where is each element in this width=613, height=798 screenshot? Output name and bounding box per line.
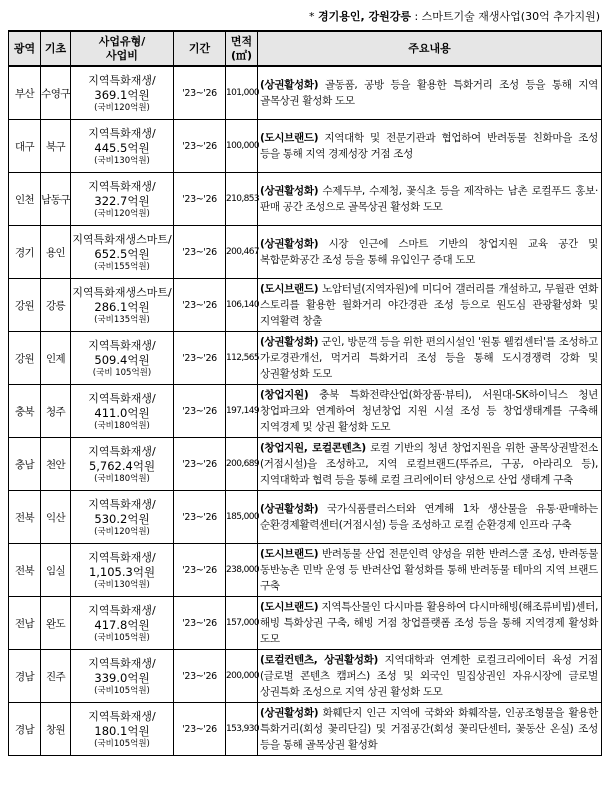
cell-description xyxy=(258,597,602,650)
cell-period: '23~'26 xyxy=(174,703,226,756)
cell-desc-text: 골동품, 공방 등을 활용한 특화거리 조성 등을 통해 지역 골목상권 활성화 도모 xyxy=(260,79,598,107)
cell-desc-tag: (창업지원, 로컬콘텐츠) xyxy=(260,442,366,454)
cell-amount: 530.2억원 xyxy=(94,511,150,526)
cell-type xyxy=(71,332,174,385)
cell-period: '23~'26 xyxy=(174,332,226,385)
project-table xyxy=(8,30,602,756)
cell-district: 천안 xyxy=(41,438,71,491)
cell-desc-tag: (도시브랜드) xyxy=(260,283,319,295)
table-header-row xyxy=(9,31,602,66)
cell-district: 완도 xyxy=(41,597,71,650)
cell-description xyxy=(258,226,602,279)
cell-desc-text: 군인, 방문객 등을 위한 편의시설인 '원통 웰컴센터'를 조성하고 가로경관개선, 먹거리 특화거리 조성 등을 통해 도시경쟁력 강화 및 상권활성화 도모 xyxy=(260,336,598,380)
cell-desc-tag: (상권활성화) xyxy=(260,336,319,348)
cell-district: 익산 xyxy=(41,491,71,544)
cell-type xyxy=(71,650,174,703)
cell-region: 경남 xyxy=(9,703,41,756)
table-row xyxy=(9,66,602,120)
cell-district: 용인 xyxy=(41,226,71,279)
cell-type-label: 지역특화재생/ xyxy=(88,179,156,193)
table-row xyxy=(9,650,602,703)
cell-type-label: 지역특화재생스마트/ xyxy=(72,285,172,299)
table-row xyxy=(9,597,602,650)
cell-area: 210,853 xyxy=(226,173,258,226)
cell-desc-text: 국가식품클러스터와 연계해 1차 생산물을 유통·판매하는 순환경제활력센터(거점시설) 등을 조성하고 로컬 순환경제 인프라 구축 xyxy=(260,503,598,531)
cell-type xyxy=(71,438,174,491)
cell-amount: 652.5억원 xyxy=(94,246,150,261)
cell-desc-text: 로컬 기반의 청년 창업지원을 위한 골목상권발전소(거점시설)을 조성하고, 지역 로컬브랜드(뚜쥬르, 구공, 아라리오 등), 지역대학과 협력 등을 통해 로컬 크리에이터 양성으로 산업 생태계 구축 xyxy=(260,442,598,486)
cell-type xyxy=(71,703,174,756)
cell-desc-text: 지역대학 및 전문기관과 협업하여 반려동물 친화마을 조성 등을 통해 지역 경제성장 거점 조성 xyxy=(260,132,598,160)
cell-area: 101,000 xyxy=(226,66,258,120)
cell-desc-text: 시장 인근에 스마트 기반의 창업지원 교육 공간 및 복합문화공간 조성 등을 통해 유입인구 증대 도모 xyxy=(260,238,598,266)
cell-description xyxy=(258,438,602,491)
header-area xyxy=(226,31,258,66)
cell-period: '23~'26 xyxy=(174,226,226,279)
cell-area: 157,000 xyxy=(226,597,258,650)
cell-description xyxy=(258,544,602,597)
cell-district: 남동구 xyxy=(41,173,71,226)
cell-national-funding: (국비105억원) xyxy=(94,738,150,749)
table-row xyxy=(9,385,602,438)
cell-desc-text: 반려동물 산업 전문인력 양성을 위한 반려스쿨 조성, 반려동물 동반농촌 민박 운영 등 반려산업 활성화를 통해 반려동물 테마의 지역 브랜드 구축 xyxy=(260,548,598,592)
cell-desc-text: 지역대학과 연계한 로컬크리에이터 육성 거점(글로벌 콘텐츠 캠퍼스) 조성 및 외국인 밀집상권인 자유시장에 글로벌 상권특화 조성으로 지역 상권 활성화 도모 xyxy=(260,654,598,698)
header-type xyxy=(71,31,174,66)
cell-type xyxy=(71,120,174,173)
cell-period: '23~'26 xyxy=(174,120,226,173)
cell-amount: 417.8억원 xyxy=(94,617,150,632)
cell-desc-text: 수제두부, 수제청, 꽃식초 등을 제작하는 남촌 로컬푸드 홍보·판매 공간 조성으로 골목상권 활성화 도모 xyxy=(260,185,598,213)
header-region: 광역 xyxy=(9,31,41,66)
cell-type xyxy=(71,491,174,544)
cell-district: 청주 xyxy=(41,385,71,438)
cell-period: '23~'26 xyxy=(174,491,226,544)
cell-area: 200,467 xyxy=(226,226,258,279)
cell-type xyxy=(71,66,174,120)
cell-area: 100,000 xyxy=(226,120,258,173)
header-period: 기간 xyxy=(174,31,226,66)
cell-type-label: 지역특화재생스마트/ xyxy=(72,232,172,246)
cell-type xyxy=(71,544,174,597)
cell-description xyxy=(258,120,602,173)
cell-area: 106,140 xyxy=(226,279,258,332)
cell-amount: 1,105.3억원 xyxy=(88,564,156,579)
cell-amount: 286.1억원 xyxy=(94,299,150,314)
cell-description xyxy=(258,703,602,756)
cell-national-funding: (국비 105억원) xyxy=(92,367,152,378)
cell-type-label: 지역특화재생/ xyxy=(88,338,156,352)
cell-district: 인제 xyxy=(41,332,71,385)
cell-period: '23~'26 xyxy=(174,544,226,597)
cell-type-label: 지역특화재생/ xyxy=(88,656,156,670)
cell-period: '23~'26 xyxy=(174,438,226,491)
cell-amount: 180.1억원 xyxy=(94,723,150,738)
header-type-line1: 사업유형/ xyxy=(98,34,146,48)
cell-region: 충남 xyxy=(9,438,41,491)
cell-description xyxy=(258,491,602,544)
cell-type-label: 지역특화재생/ xyxy=(88,126,156,140)
cell-area: 185,000 xyxy=(226,491,258,544)
header-type-line2: 사업비 xyxy=(106,48,138,62)
cell-national-funding: (국비180억원) xyxy=(94,420,150,431)
cell-period: '23~'26 xyxy=(174,66,226,120)
cell-description xyxy=(258,650,602,703)
cell-desc-tag: (도시브랜드) xyxy=(260,548,319,560)
cell-district: 임실 xyxy=(41,544,71,597)
cell-amount: 322.7억원 xyxy=(94,193,150,208)
cell-region: 전남 xyxy=(9,597,41,650)
cell-desc-tag: (상권활성화) xyxy=(260,707,319,719)
cell-national-funding: (국비135억원) xyxy=(94,314,150,325)
cell-district: 진주 xyxy=(41,650,71,703)
cell-area: 200,689 xyxy=(226,438,258,491)
cell-region: 강원 xyxy=(9,332,41,385)
cell-region: 강원 xyxy=(9,279,41,332)
header-district: 기초 xyxy=(41,31,71,66)
cell-description xyxy=(258,279,602,332)
cell-type-label: 지역특화재생/ xyxy=(88,391,156,405)
cell-national-funding: (국비120억원) xyxy=(94,208,150,219)
table-row xyxy=(9,544,602,597)
table-row xyxy=(9,226,602,279)
cell-description xyxy=(258,173,602,226)
cell-type-label: 지역특화재생/ xyxy=(88,73,156,87)
cell-desc-text: 화훼단지 인근 지역에 국화와 화훼작물, 인공조형물을 활용한 특화거리(회성 꽃리단길) 및 거점공간(회성 꽃리단센터, 꽃동산 온실) 조성 등을 통해 골목상권 활성화 xyxy=(260,707,598,751)
cell-desc-tag: (상권활성화) xyxy=(260,238,319,250)
header-desc: 주요내용 xyxy=(258,31,602,66)
cell-region: 경남 xyxy=(9,650,41,703)
cell-amount: 5,762.4억원 xyxy=(88,458,156,473)
cell-national-funding: (국비130억원) xyxy=(94,155,150,166)
cell-area: 238,000 xyxy=(226,544,258,597)
cell-area: 112,565 xyxy=(226,332,258,385)
table-row xyxy=(9,703,602,756)
cell-region: 전북 xyxy=(9,544,41,597)
cell-description xyxy=(258,66,602,120)
table-row xyxy=(9,120,602,173)
cell-national-funding: (국비105억원) xyxy=(94,632,150,643)
cell-national-funding: (국비120억원) xyxy=(94,102,150,113)
note-regions: 경기용인, 강원강릉 xyxy=(317,10,411,23)
table-row xyxy=(9,491,602,544)
cell-type xyxy=(71,385,174,438)
cell-district: 강릉 xyxy=(41,279,71,332)
cell-type-label: 지역특화재생/ xyxy=(88,444,156,458)
cell-desc-tag: (창업지원) xyxy=(260,389,309,401)
cell-type-label: 지역특화재생/ xyxy=(88,603,156,617)
cell-national-funding: (국비120억원) xyxy=(94,526,150,537)
cell-period: '23~'26 xyxy=(174,597,226,650)
cell-type xyxy=(71,226,174,279)
cell-type xyxy=(71,279,174,332)
table-row xyxy=(9,279,602,332)
cell-region: 인천 xyxy=(9,173,41,226)
table-row xyxy=(9,438,602,491)
cell-region: 부산 xyxy=(9,66,41,120)
cell-region: 충북 xyxy=(9,385,41,438)
cell-amount: 445.5억원 xyxy=(94,140,150,155)
note-text: : 스마트기술 재생사업(30억 추가지원) xyxy=(410,10,600,23)
cell-district: 창원 xyxy=(41,703,71,756)
cell-national-funding: (국비105억원) xyxy=(94,685,150,696)
cell-amount: 339.0억원 xyxy=(94,670,150,685)
cell-period: '23~'26 xyxy=(174,650,226,703)
cell-period: '23~'26 xyxy=(174,173,226,226)
cell-type xyxy=(71,597,174,650)
cell-district: 북구 xyxy=(41,120,71,173)
cell-amount: 509.4억원 xyxy=(94,352,150,367)
cell-description xyxy=(258,332,602,385)
cell-national-funding: (국비180억원) xyxy=(94,473,150,484)
header-area-line1: 면적 xyxy=(230,34,253,48)
cell-area: 153,930 xyxy=(226,703,258,756)
cell-amount: 411.0억원 xyxy=(94,405,150,420)
cell-desc-text: 충북 특화전략산업(화장품·뷰티), 서원대-SK하이닉스 청년 창업파크와 연계하여 청년창업 지원 시설 조성 등 창업생태계를 구축해 지역경제 및 상권 활성화 도모 xyxy=(260,389,598,433)
cell-desc-tag: (로컬컨텐츠, 상권활성화) xyxy=(260,654,379,666)
table-row xyxy=(9,332,602,385)
header-note: * 경기용인, 강원강릉 : 스마트기술 재생사업(30억 추가지원) xyxy=(308,10,600,23)
cell-amount: 369.1억원 xyxy=(94,87,150,102)
cell-type-label: 지역특화재생/ xyxy=(88,709,156,723)
cell-period: '23~'26 xyxy=(174,385,226,438)
cell-district: 수영구 xyxy=(41,66,71,120)
cell-region: 전북 xyxy=(9,491,41,544)
cell-desc-tag: (상권활성화) xyxy=(260,185,319,197)
cell-national-funding: (국비155억원) xyxy=(94,261,150,272)
cell-region: 대구 xyxy=(9,120,41,173)
cell-type-label: 지역특화재생/ xyxy=(88,497,156,511)
cell-desc-tag: (상권활성화) xyxy=(260,503,319,515)
cell-area: 200,000 xyxy=(226,650,258,703)
cell-region: 경기 xyxy=(9,226,41,279)
cell-desc-text: 노암터널(지역자원)에 미디어 갤러리를 개설하고, 무월관 연화 스토리를 활용한 월화거리 야간경관 조성 등으로 원도심 관광활성화 및 지역활력 창출 xyxy=(260,283,598,327)
cell-national-funding: (국비130억원) xyxy=(94,579,150,590)
cell-desc-tag: (상권활성화) xyxy=(260,79,319,91)
cell-desc-tag: (도시브랜드) xyxy=(260,601,319,613)
cell-description xyxy=(258,385,602,438)
cell-desc-text: 지역특산물인 다시마를 활용하여 다시마해빙(해조류비빔)센터, 해빙 특화상권 구축, 해빙 거점 창업플랫폼 조성 등을 통해 지역경제 활성화 도모 xyxy=(260,601,598,645)
table-row xyxy=(9,173,602,226)
cell-area: 197,149 xyxy=(226,385,258,438)
cell-desc-tag: (도시브랜드) xyxy=(260,132,319,144)
header-area-line2: (㎡) xyxy=(230,48,253,62)
cell-type xyxy=(71,173,174,226)
cell-type-label: 지역특화재생/ xyxy=(88,550,156,564)
cell-period: '23~'26 xyxy=(174,279,226,332)
